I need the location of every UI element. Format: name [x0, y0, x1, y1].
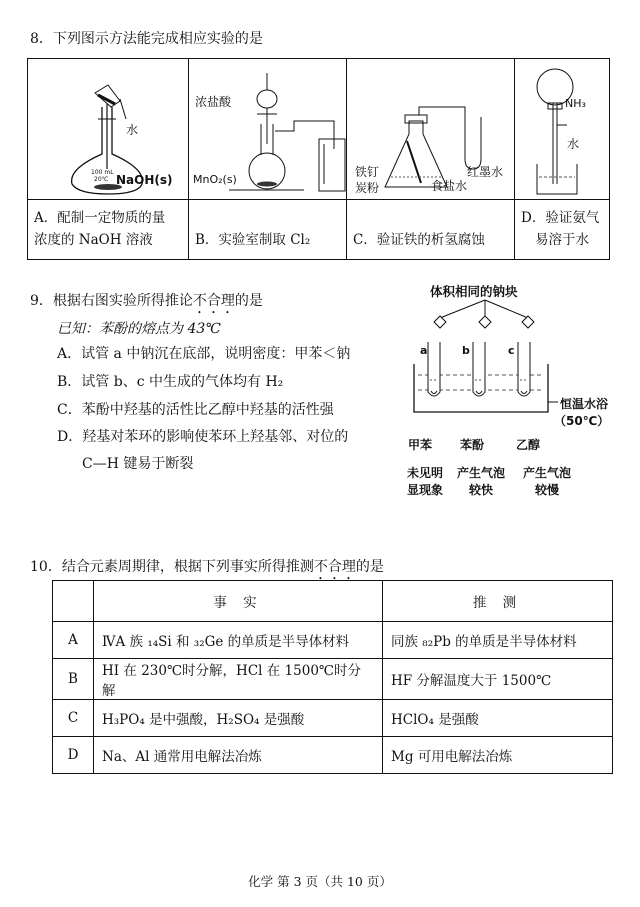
q8-cell-b — [189, 59, 347, 259]
q8-table — [27, 58, 610, 260]
q9-option-a: A．试管 a 中钠沉在底部，说明密度：甲苯＜钠 — [57, 346, 351, 362]
q9-option-d: D．羟基对苯环的影响使苯环上羟基邻、对位的 — [57, 429, 349, 445]
tube-label-a: a — [420, 344, 428, 357]
label-nh3: NH₃ — [565, 97, 586, 110]
q9-option-d-cont: C—H 键易于断裂 — [82, 456, 194, 472]
q8-caption-c: C．验证铁的析氢腐蚀 — [353, 232, 485, 248]
q9-figure-title: 体积相同的钠块 — [430, 284, 518, 299]
q9-option-b: B．试管 b、c 中生成的气体均有 H₂ — [57, 374, 284, 390]
table-row: C H₃PO₄ 是中强酸，H₂SO₄ 是强酸 HClO₄ 是强酸 — [53, 700, 613, 737]
tube-label-c: c — [508, 344, 515, 357]
label-carbon: 炭粉 — [355, 181, 380, 195]
table-row: D Na、Al 通常用电解法冶炼 Mg 可用电解法冶炼 — [53, 737, 613, 774]
obs-b: 产生气泡 较快 — [456, 466, 505, 497]
q8-stem: 8．下列图示方法能完成相应实验的是 — [30, 31, 263, 47]
q8-caption-b: B．实验室制取 Cl₂ — [195, 232, 311, 248]
q9-option-c: C．苯酚中羟基的活性比乙醇中羟基的活性强 — [57, 402, 334, 418]
label-brine: 食盐水 — [431, 179, 468, 193]
q9-known: 已知：苯酚的熔点为 43℃ — [57, 321, 221, 337]
q10-table — [52, 580, 613, 774]
label-water-d: 水 — [567, 137, 580, 151]
table-row: A ⅣA 族 ₁₄Si 和 ₃₂Ge 的单质是半导体材料 同族 ₈₂Pb 的单质是半导体材料 — [53, 622, 613, 659]
q8-cell-a — [28, 59, 189, 259]
header-fact: 事 实 — [94, 581, 383, 622]
q8-cell-d — [515, 59, 611, 259]
label-water: 水 — [126, 123, 139, 137]
q9-stem: 9．根据右图实验所得推论不合理的是 — [30, 293, 263, 309]
table-header-row — [53, 581, 613, 622]
q9-figure — [400, 280, 610, 510]
label-conc-hcl: 浓盐酸 — [195, 95, 232, 109]
label-naoh: NaOH(s) — [116, 173, 173, 187]
label-iron-nail: 铁钉 — [355, 165, 380, 179]
obs-a: 未见明 显现象 — [406, 466, 443, 497]
label-red-ink: 红墨水 — [467, 165, 504, 179]
bath-temp-label: （50℃） — [554, 414, 610, 428]
obs-c: 产生气泡 较慢 — [522, 466, 571, 497]
liquid-ethanol: 乙醇 — [516, 438, 541, 452]
q10-stem: 10．结合元素周期律，根据下列事实所得推测不合理的是 — [30, 559, 384, 575]
q8-caption-a: A．配制一定物质的量 浓度的 NaOH 溶液 — [34, 210, 166, 248]
q8-cell-c — [347, 59, 515, 259]
bath-label: 恒温水浴 — [560, 397, 609, 411]
label-mno2: MnO₂(s) — [193, 173, 237, 186]
page-footer: 化学 第 3 页（共 10 页） — [248, 874, 392, 889]
label-flask-temp: 20℃ — [94, 176, 109, 183]
label-flask-volume: 100 mL — [91, 169, 114, 176]
liquid-phenol: 苯酚 — [460, 438, 485, 452]
table-row: B HI 在 230℃时分解，HCl 在 1500℃时分解 HF 分解温度大于 1500℃ — [53, 659, 613, 700]
header-inference: 推 测 — [383, 581, 613, 622]
q8-caption-d: D．验证氨气 易溶于水 — [521, 210, 600, 248]
ammonia-fountain-figure — [515, 59, 611, 199]
tube-label-b: b — [462, 344, 470, 357]
liquid-toluene: 甲苯 — [408, 438, 433, 452]
